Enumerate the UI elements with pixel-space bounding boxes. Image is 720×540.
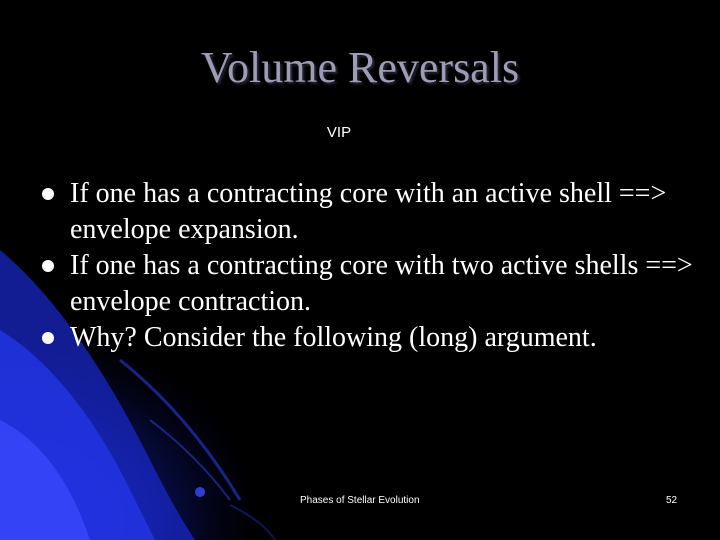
footer-text: Phases of Stellar Evolution xyxy=(300,495,420,506)
bullet-dot-icon xyxy=(42,260,54,272)
bullet-item xyxy=(40,320,710,356)
bullet-list xyxy=(40,176,710,356)
bullet-text: If one has a contracting core with two active shells ==> envelope contraction. xyxy=(70,250,693,317)
bullet-text: If one has a contracting core with an active shell ==> envelope expansion. xyxy=(70,178,667,245)
bullet-dot-icon xyxy=(42,332,54,344)
bullet-text: Why? Consider the following (long) argument. xyxy=(70,322,597,353)
slide-title: Volume Reversals xyxy=(200,43,520,92)
bullet-dot-icon xyxy=(42,188,54,200)
slide-subtitle: VIP xyxy=(326,124,352,141)
bullet-item xyxy=(40,176,710,248)
bullet-item xyxy=(40,248,710,320)
page-number: 52 xyxy=(666,495,678,506)
